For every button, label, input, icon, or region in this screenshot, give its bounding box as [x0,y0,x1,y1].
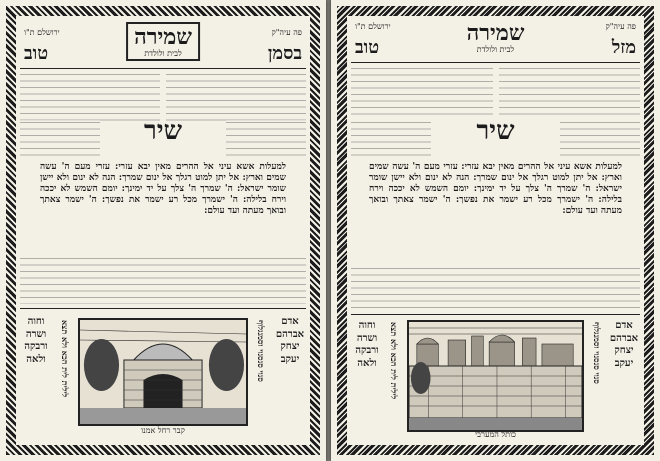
woodcut-rachels-tomb [78,318,248,426]
sheet-content [20,20,306,441]
text-columns [20,72,306,122]
woodcut-western-wall [407,320,584,432]
name-item: אברהם [275,328,305,340]
text-column [560,120,640,160]
name-item: ולאה [26,353,46,365]
song-title: שיר [476,116,515,146]
page-title: שמירה [466,20,525,46]
name-item: ורבקה [24,341,48,352]
text-column [351,266,640,310]
name-item: אברהם [609,332,639,344]
text-columns [351,66,640,116]
page-title: שמירה [134,24,192,50]
heading-word-right: בסמן [267,43,302,64]
side-inscription: לילית לית הכא ולא תצא [60,320,70,398]
name-item: יצחק [280,341,300,352]
text-column [20,72,160,122]
text-column [226,120,306,160]
wall-illustration [409,322,582,430]
divider [351,62,640,63]
city-label: ירושלם ת"ו [355,22,391,31]
text-columns-side [20,120,306,160]
page-subtitle: לבית ולולדת [476,45,515,54]
text-column [20,120,100,160]
name-item: ושרה [25,328,47,340]
woodcut-caption: קבר רחל אמנו [141,426,185,435]
name-item: יעקב [280,353,300,365]
name-item: ורבקה [355,345,379,356]
name-item: אדם [615,320,633,331]
name-item: ושרה [356,332,378,344]
name-item: אדם [281,316,299,327]
divider [20,308,306,309]
heading-word-left: טוב [24,43,49,64]
lower-text-columns [351,266,640,310]
names-column-left [351,320,383,370]
psalm-text: למעלות אשא עיני אל ההרים מאין יבא עזרי: עזרי מעם ה' עשה שמים וארץ: אל יתן למוט רגלך אל ינום שמרך: הנה לא ינום ולא יישן שומר ישראל: ה' שמרך ה' צלך על יד ימינך: יומם השמש לא יככה וירח בלילה: ה' ישמרך מכל רע ישמר את נפשך: ה' ישמר צאתך ובואך מעתה ועד עולם: [369,162,622,216]
name-item: וחוה [358,320,376,331]
divider [20,68,306,69]
heading-word-right: מזל [611,37,636,58]
name-item: יעקב [614,357,634,369]
song-title: שיר [144,116,182,146]
title-box [126,22,200,61]
side-inscription: לילית לית הכא ולא תצא [389,322,399,400]
sheet-content [351,20,640,441]
city-label: ירושלם ת"ו [24,28,60,37]
psalm-text: למעלות אשא עיני אל ההרים מאין יבא עזרי: עזרי מעם ה' עשה שמים וארץ: אל יתן למוט רגלך אל ינום שמרך: הנה לא ינום ולא יישן שומר ישראל: ה' שמרך ה' צלך על יד ימינך: יומם השמש לא יככה וירח בלילה: ה' ישמרך מכל רע ישמר את נפשך: ה' ישמר צאתך ובואך מעתה ועד עולם: [40,162,286,216]
amulet-sheet-right [331,0,660,461]
names-column-right [274,316,306,366]
title-box [461,20,531,55]
tomb-illustration [80,320,246,424]
text-column [499,66,641,116]
text-column [351,120,431,160]
amulet-sheet-left [0,0,326,461]
names-column-left [20,316,52,366]
divider [351,314,640,315]
name-item: יצחק [614,345,634,356]
heading-word-left: טוב [355,37,380,58]
names-column-right [608,320,640,370]
text-column [20,256,306,304]
woodcut-caption: כותל המערבי [475,430,516,439]
lower-text-columns [20,256,306,304]
publisher-label: פה עיה"ק [605,22,636,31]
text-column [351,66,493,116]
page-subtitle: לבית ולולדת [144,49,182,58]
side-inscription: סנוי סנסנוי וסמנגלוף [592,322,602,384]
publisher-label: פה עיה"ק [271,28,302,37]
text-columns-side [351,120,640,160]
text-column [166,72,306,122]
name-item: ולאה [357,357,377,369]
name-item: וחוה [27,316,45,327]
side-inscription: סנוי סנסנוי וסמנגלוף [256,320,266,382]
